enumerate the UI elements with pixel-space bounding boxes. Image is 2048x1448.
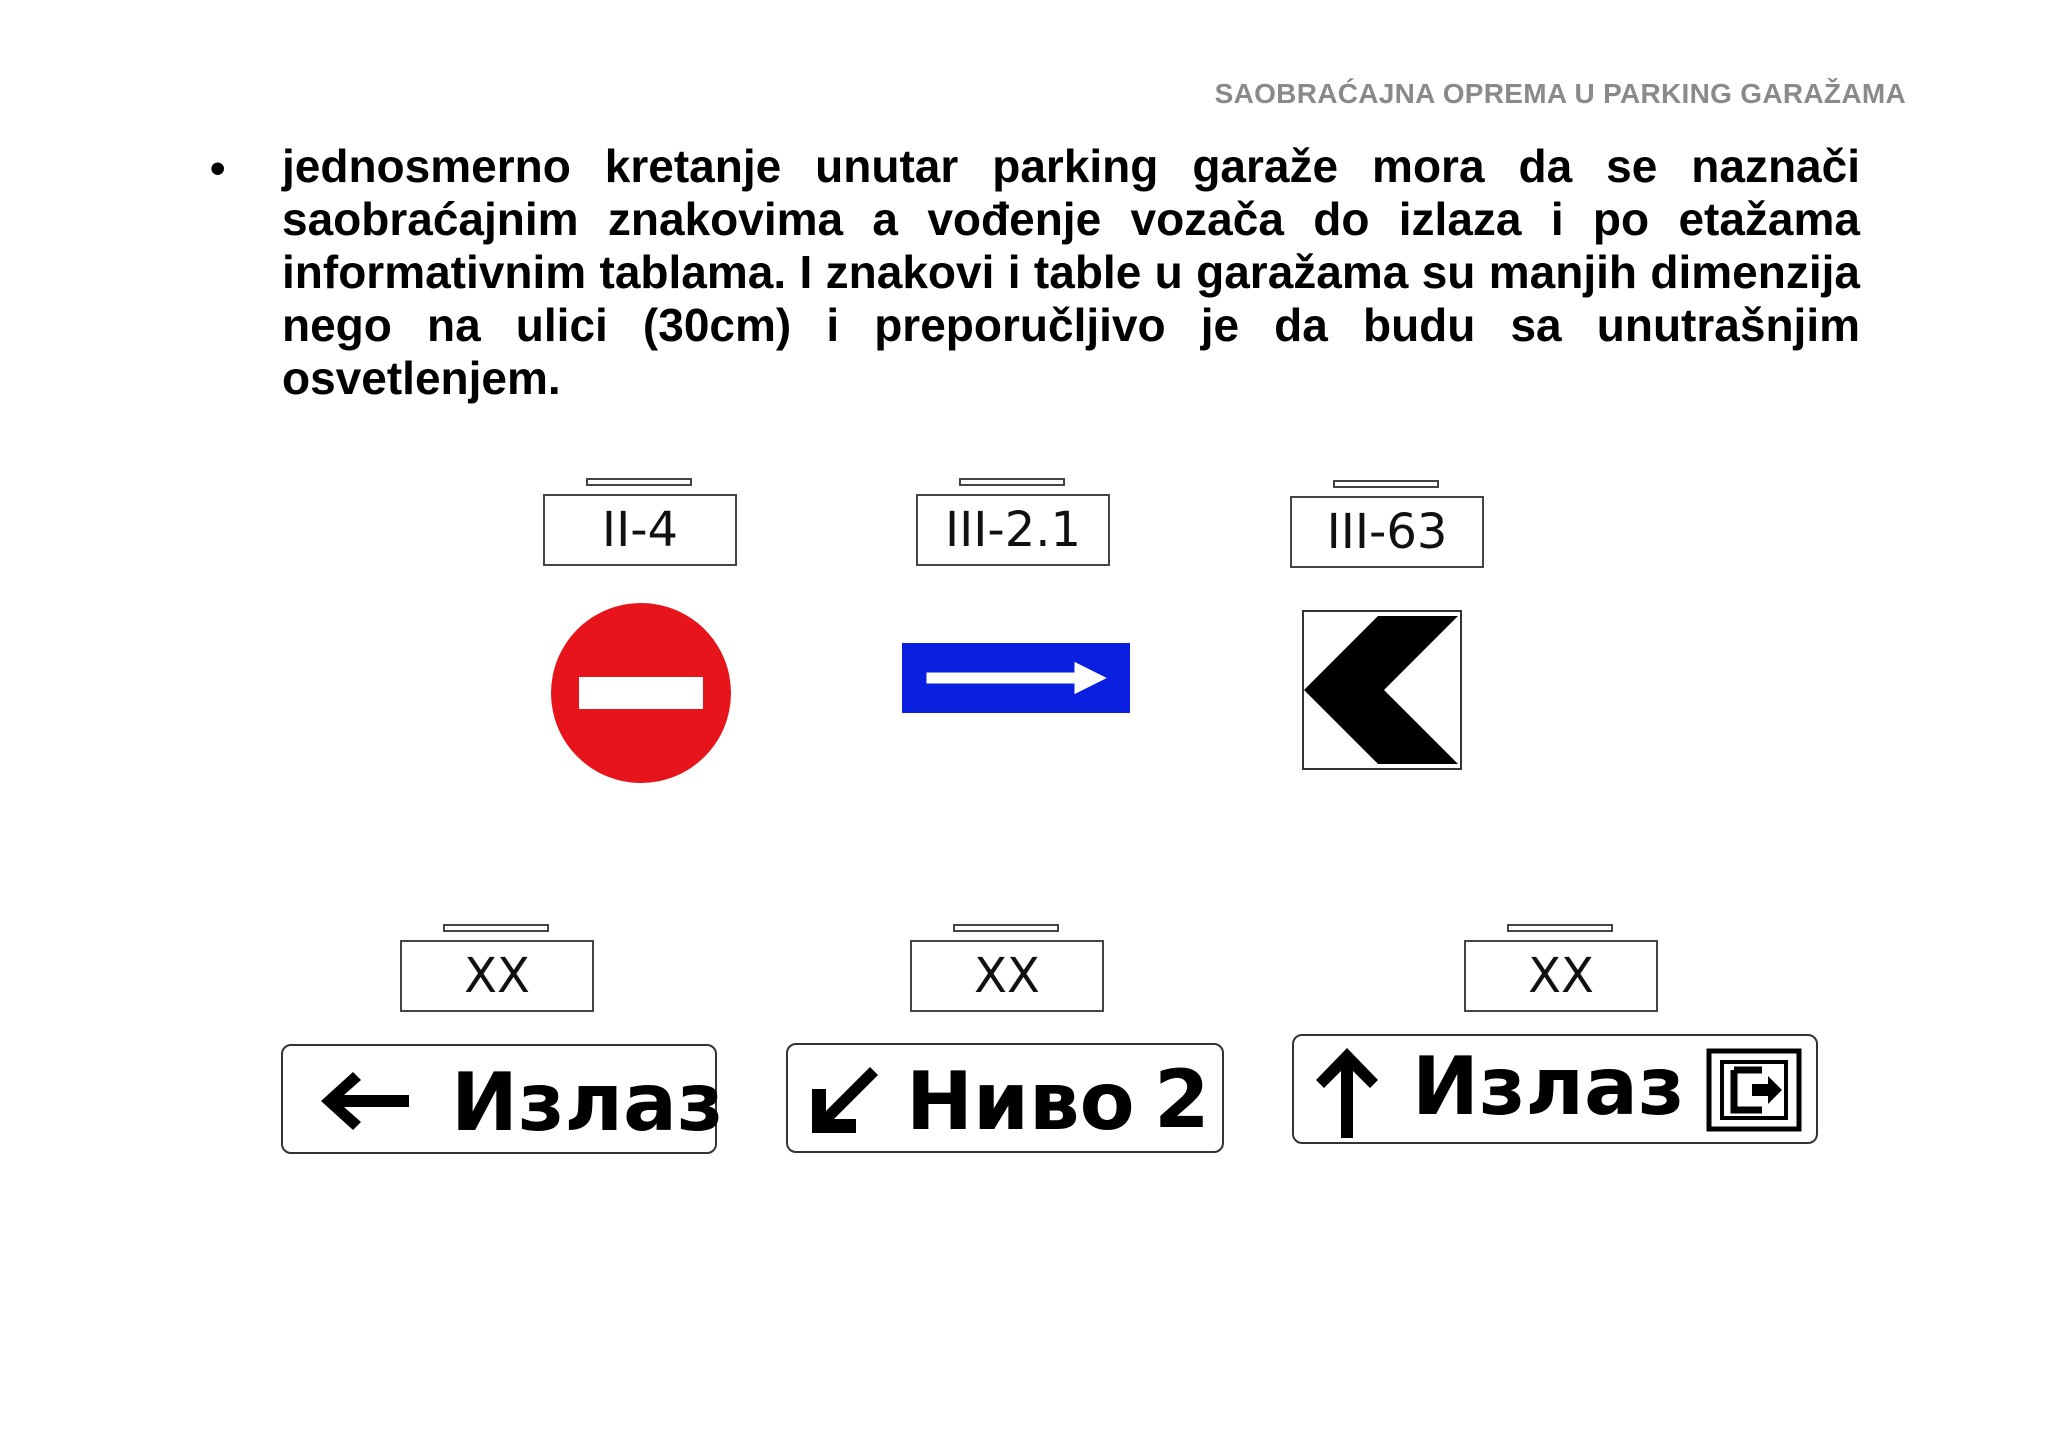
exit-up-panel [1292,1034,1818,1144]
code-plate-xx-1 [400,924,594,1012]
code-label: XX [1464,940,1658,1012]
arrow-left-icon [319,1070,411,1132]
code-label: XX [910,940,1104,1012]
plate-lamp [586,478,692,486]
code-plate-xx-2 [910,924,1104,1012]
one-way-arrow-sign [902,643,1130,713]
plate-lamp [1507,924,1613,932]
code-label: XX [400,940,594,1012]
arrow-up-icon [1314,1046,1380,1140]
bullet-symbol: • [210,144,226,193]
page-header-title: SAOBRAĆAJNA OPREMA U PARKING GARAŽAMA [1214,78,1906,109]
chevron-left-sign [1302,610,1462,770]
no-entry-bar [579,677,703,709]
exit-left-panel [281,1044,724,1154]
code-label: III-63 [1290,496,1484,568]
code-plate-iii-2-1 [916,478,1110,566]
code-label: II-4 [543,494,737,566]
code-plate-iii-63 [1290,480,1484,568]
code-plate-ii-4 [543,478,737,566]
bullet-text: jednosmerno kretanje unutar parking garaže mora da se naznači saobraćajnim znakovima a vođenje vozača do izlaza i po etažama informativnim tablama. I znakovi i table u garažama su manjih dimenzija nego na ulici (30cm) i preporučljivo je da budu sa unutrašnjim osvetlenjem. [282,140,1860,404]
panel-label: Ниво [906,1055,1135,1148]
arrow-down-left-icon [808,1065,880,1137]
code-plate-xx-3 [1464,924,1658,1012]
panel-label: Излаз [451,1056,724,1149]
plate-lamp [443,924,549,932]
exit-door-icon [1706,1048,1802,1132]
plate-lamp [1333,480,1439,488]
plate-lamp [953,924,1059,932]
panel-label: Излаз [1412,1040,1685,1133]
no-entry-sign [550,602,732,784]
level-panel [786,1043,1224,1153]
level-number: 2 [1154,1053,1210,1146]
plate-lamp [959,478,1065,486]
code-label: III-2.1 [916,494,1110,566]
